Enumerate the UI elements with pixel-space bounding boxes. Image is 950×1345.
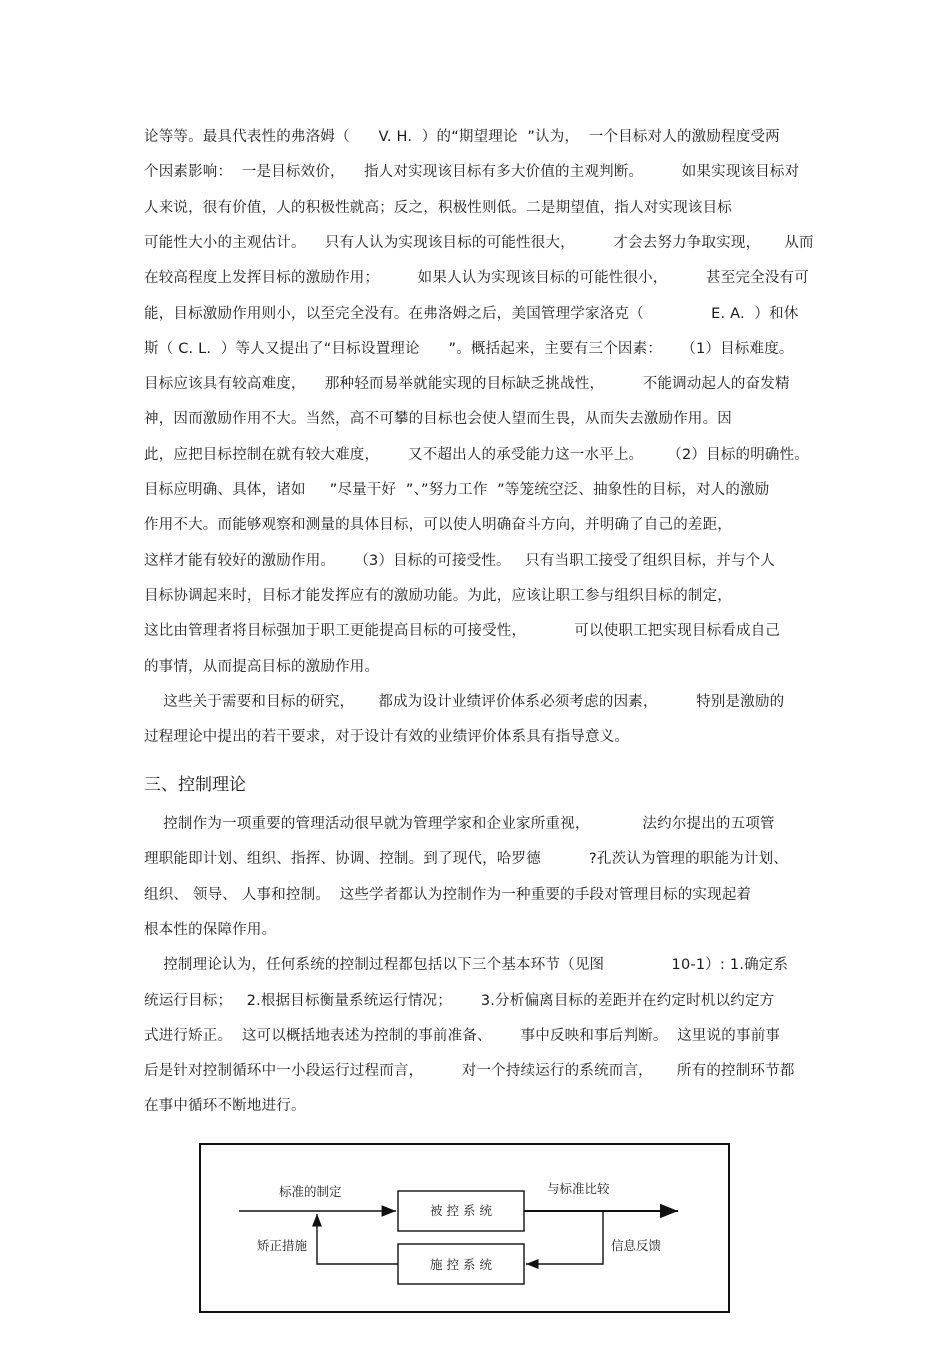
text-line: 目标应该具有较高难度， 那种轻而易举就能实现的目标缺乏挑战性， 不能调动起人的奋发精 xyxy=(144,376,790,393)
text-line: 此，应把目标控制在就有较大难度， 又不超出人的承受能力这一水平上。 （2）目标的明确性。 xyxy=(144,446,810,463)
text-line: 神，因而激励作用不大。当然，高不可攀的目标也会使人望而生畏，从而失去激励作用。因 xyxy=(144,411,732,428)
text-line: 论等等。最具代表性的弗洛姆（ V. H. ）的“期望理论 ”认为， 一个目标对人的激励程度受两 xyxy=(144,129,780,145)
text-line: 斯（ C. L. ）等人又提出了“目标设置理论 ”。概括起来，主要有三个因素： （1）目标难度。 xyxy=(144,340,794,357)
text-line: 式进行矫正。 这可以概括地表述为控制的事前准备、 事中反映和事后判断。 这里说的事前事 xyxy=(144,1027,781,1044)
text-line: 目标协调起来时，目标才能发挥应有的激励功能。为此，应该让职工参与组织目标的制定， xyxy=(144,587,732,604)
text-line: 控制作为一项重要的管理活动很早就为管理学家和企业家所重视， 法约尔提出的五项管 xyxy=(144,816,775,832)
correction-label: 矫正措施 xyxy=(257,1238,308,1253)
text-line: 作用不大。而能够观察和测量的具体目标，可以使人明确奋斗方向，并明确了自己的差距， xyxy=(144,517,732,534)
control-loop-svg xyxy=(201,1145,728,1311)
output-label: 与标准比较 xyxy=(547,1181,610,1196)
text-line: 人来说，很有价值，人的积极性就高；反之，积极性则低。二是期望值，指人对实现该目标 xyxy=(144,199,732,216)
text-line: 统运行目标； 2.根据目标衡量系统运行情况； 3.分析偏离目标的差距并在约定时机以约定方 xyxy=(144,992,775,1009)
text-line: 这些关于需要和目标的研究， 都成为设计业绩评价体系必须考虑的因素， 特别是激励的 xyxy=(144,693,785,710)
control-system-label: 施 控 系 统 xyxy=(430,1257,492,1272)
text-line: 后是针对控制循环中一小段运行过程而言， 对一个持续运行的系统而言， 所有的控制环节都 xyxy=(144,1063,795,1080)
input-label: 标准的制定 xyxy=(279,1184,342,1199)
text-line: 能，目标激励作用则小，以至完全没有。在弗洛姆之后，美国管理学家洛克（ E. A. ）和休 xyxy=(144,305,799,322)
text-line: 组织、 领导、 人事和控制。 这些学者都认为控制作为一种重要的手段对管理目标的实现起着 xyxy=(144,886,752,903)
text-line: 这样才能有较好的激励作用。 （3）目标的可接受性。 只有当职工接受了组织目标，并与个人 xyxy=(144,552,776,569)
text-line: 理职能即计划、组织、指挥、协调、控制。到了现代，哈罗德 ?孔茨认为管理的职能为计划、 xyxy=(144,851,788,868)
text-line: 可能性大小的主观估计。 只有人认为实现该目标的可能性很大， 才会去努力争取实现， 从而 xyxy=(144,234,814,251)
text-line: 目标应明确、具体，诸如 ”尽量干好 ”、”努力工作 ”等笼统空泛、抽象性的目标，对人的激励 xyxy=(144,482,770,498)
text-line: 在较高程度上发挥目标的激励作用； 如果人认为实现该目标的可能性很小， 甚至完全没有可 xyxy=(144,270,809,287)
text-line: 根本性的保障作用。 xyxy=(144,921,277,938)
text-line: 过程理论中提出的若干要求，对于设计有效的业绩评价体系具有指导意义。 xyxy=(144,729,630,746)
controlled-system-label: 被 控 系 统 xyxy=(430,1203,492,1218)
feedback-label: 信息反馈 xyxy=(611,1238,662,1253)
text-line: 个因素影响： 一是目标效价， 指人对实现该目标有多大价值的主观判断。 如果实现该目标对 xyxy=(144,164,800,181)
feedback-arrow xyxy=(526,1211,603,1264)
text-line: 这比由管理者将目标强加于职工更能提高目标的可接受性， 可以使职工把实现目标看成自己 xyxy=(144,623,781,640)
section-heading: 三、控制理论 xyxy=(144,775,246,795)
text-line: 在事中循环不断地进行。 xyxy=(144,1098,306,1115)
text-line: 的事情，从而提高目标的激励作用。 xyxy=(144,658,380,675)
control-loop-diagram xyxy=(199,1143,730,1313)
correction-arrow xyxy=(317,1214,398,1264)
text-line: 控制理论认为，任何系统的控制过程都包括以下三个基本环节（见图 10-1）: 1.确定系 xyxy=(144,957,789,974)
